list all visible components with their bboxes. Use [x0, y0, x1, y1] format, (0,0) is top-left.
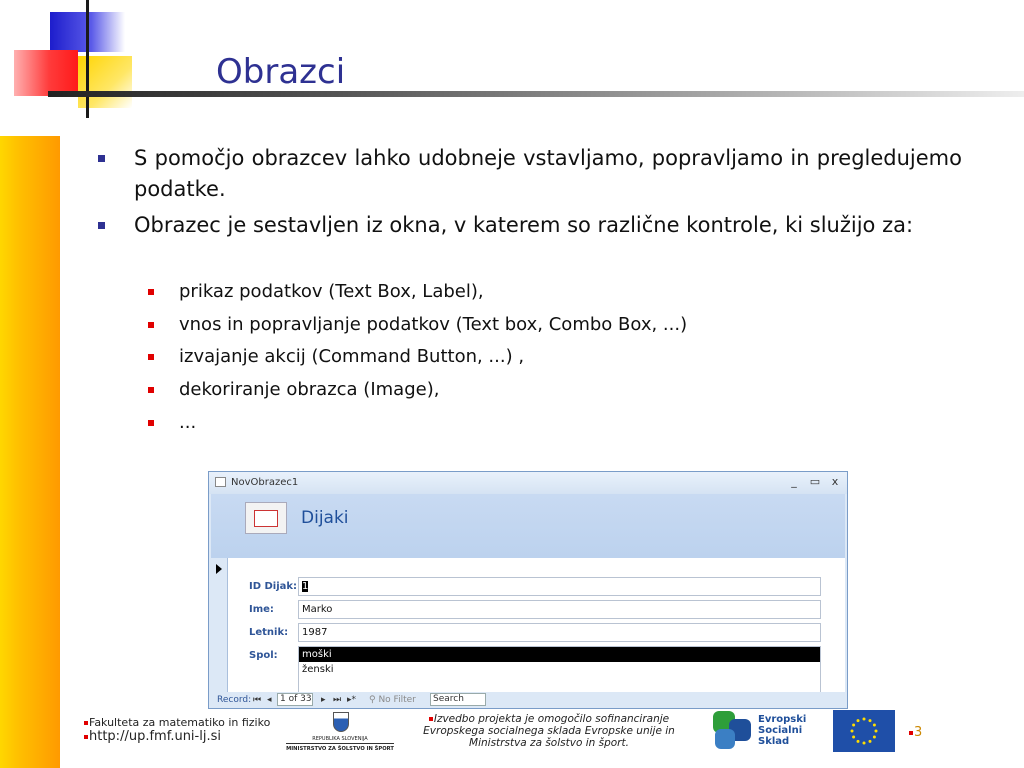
project-funding-text: Izvedbo projekta je omogočilo sofinanciranje Evropskega socialnega sklada Evropske unije in Ministrstva za šolstvo in šport. — [423, 713, 675, 749]
form-window-icon — [215, 477, 226, 487]
title-underline — [48, 91, 1024, 97]
corner-decoration-red — [14, 50, 78, 96]
id-dijak-field[interactable] — [298, 577, 821, 596]
form-title: Dijaki — [301, 508, 349, 528]
project-funding-note — [404, 713, 694, 749]
footer-bullet — [84, 735, 88, 739]
close-button[interactable]: x — [831, 475, 839, 488]
maximize-button[interactable]: ▭ — [809, 475, 821, 488]
sub-bullet-marker — [148, 387, 154, 393]
sub-bullet-text: vnos in popravljanje podatkov (Text box, Combo Box, ...) — [179, 314, 688, 335]
no-filter-label: No Filter — [378, 695, 416, 705]
current-record-arrow-icon — [216, 564, 222, 574]
field-label-ime: Ime: — [249, 604, 274, 615]
form-icon — [245, 502, 287, 534]
letnik-field[interactable]: 1987 — [298, 623, 821, 642]
last-record-icon[interactable]: ⏭ — [333, 695, 342, 705]
ime-field[interactable]: Marko — [298, 600, 821, 619]
first-record-icon[interactable]: ⏮ — [253, 695, 262, 705]
sub-bullet-text: prikaz podatkov (Text Box, Label), — [179, 281, 484, 302]
record-count-input[interactable]: 1 of 33 — [277, 693, 313, 706]
footer-bullet — [84, 721, 88, 725]
record-navigation-bar — [211, 692, 845, 708]
footer-bullet — [429, 717, 433, 721]
sub-bullet-marker — [148, 354, 154, 360]
bullet-marker — [98, 155, 105, 162]
esf-word: Evropski — [758, 714, 807, 725]
bullet-marker — [98, 222, 105, 229]
eu-flag-icon — [833, 710, 895, 752]
sub-bullet-text: dekoriranje obrazca (Image), — [179, 379, 440, 400]
sub-bullet-item — [179, 280, 484, 304]
sub-bullet-text: ... — [179, 412, 197, 433]
esf-logo — [711, 709, 823, 753]
ministry-name: MINISTRSTVO ZA ŠOLSTVO IN ŠPORT — [286, 743, 394, 752]
esf-text — [758, 714, 806, 747]
bullet-item — [134, 143, 962, 205]
eu-stars-icon — [833, 710, 895, 752]
next-record-icon[interactable]: ▸ — [321, 695, 326, 705]
faculty-url-link[interactable]: http://up.fmf.uni-lj.si — [89, 729, 221, 744]
id-dijak-value: 1 — [302, 581, 309, 592]
new-record-icon[interactable]: ▸* — [347, 695, 357, 705]
window-title: NovObrazec1 — [231, 477, 299, 488]
bullet-text: S pomočjo obrazcev lahko udobneje vstavljamo, popravljamo in pregledujemo podatke. — [134, 146, 962, 201]
sub-bullet-item — [179, 378, 439, 402]
side-bar — [0, 136, 60, 768]
record-label: Record: — [217, 695, 252, 705]
sub-bullet-text: izvajanje akcij (Command Button, ...) , — [179, 346, 525, 367]
sub-bullet-item — [179, 313, 687, 337]
window-titlebar — [209, 472, 847, 494]
access-form-window — [208, 471, 848, 709]
sub-bullet-item — [179, 411, 196, 435]
search-input[interactable]: Search — [430, 693, 486, 706]
no-filter-button[interactable]: ⚲ No Filter — [369, 695, 416, 705]
ministry-subtitle: REPUBLIKA SLOVENIJA — [312, 736, 368, 742]
minimize-button[interactable]: _ — [791, 475, 797, 488]
sub-bullet-marker — [148, 289, 154, 295]
faculty-name: Fakulteta za matematiko in fiziko — [89, 716, 271, 729]
record-selector[interactable] — [211, 558, 228, 692]
sub-bullet-item — [179, 345, 524, 369]
page-number — [909, 725, 922, 740]
form-header — [211, 494, 845, 558]
footer-bullet — [909, 731, 913, 735]
esf-logo-square — [715, 729, 735, 749]
form-detail — [211, 558, 845, 692]
esf-word: Sklad — [758, 736, 790, 747]
spol-option-moski[interactable]: moški — [299, 647, 820, 662]
page-number-value: 3 — [914, 725, 923, 740]
bullet-text: Obrazec je sestavljen iz okna, v katerem so različne kontrole, ki služijo za: — [134, 213, 914, 237]
sub-bullet-marker — [148, 322, 154, 328]
spol-option-zenski[interactable]: ženski — [302, 664, 334, 675]
slovenia-crest-icon — [333, 712, 349, 732]
slide-title: Obrazci — [216, 52, 346, 92]
field-label-letnik: Letnik: — [249, 627, 289, 638]
esf-word: Socialni — [758, 725, 803, 736]
field-label-id-dijak: ID Dijak: — [249, 581, 298, 592]
bullet-item — [134, 210, 962, 241]
sub-bullet-marker — [148, 420, 154, 426]
footer-left — [84, 716, 270, 744]
field-label-spol: Spol: — [249, 650, 278, 661]
corner-decoration-line — [86, 0, 89, 118]
ministry-logo — [286, 712, 394, 754]
previous-record-icon[interactable]: ◂ — [267, 695, 272, 705]
